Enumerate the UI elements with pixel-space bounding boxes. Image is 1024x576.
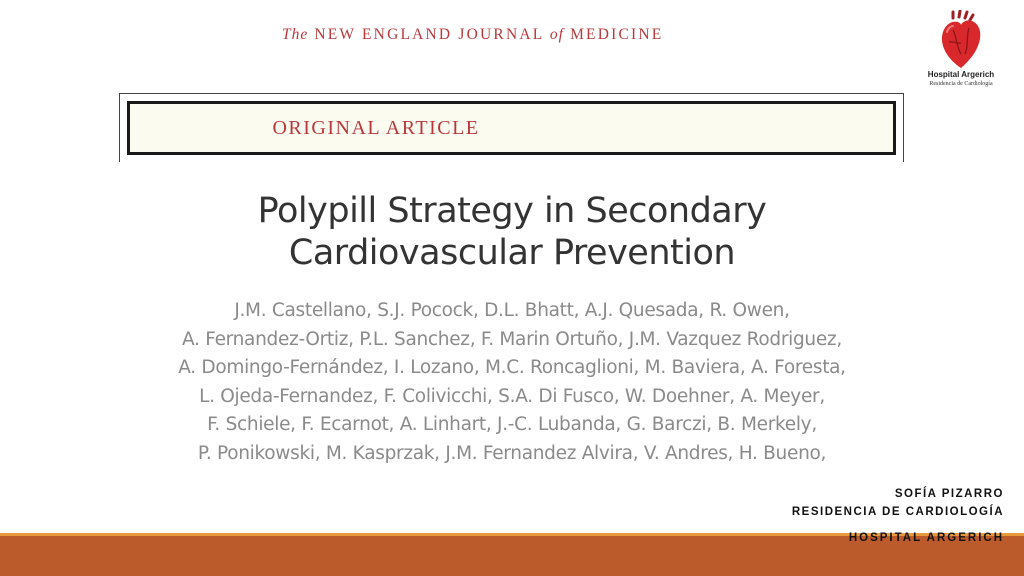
title-line-1: Polypill Strategy in Secondary	[257, 191, 767, 231]
author-line: A. Fernandez-Ortiz, P.L. Sanchez, F. Marin Ortuño, J.M. Vazquez Rodriguez,	[182, 328, 842, 350]
title-line-2: Cardiovascular Prevention	[288, 233, 736, 273]
journal-of: of	[549, 26, 564, 43]
hospital-logo	[918, 10, 1004, 94]
author-line: J.M. Castellano, S.J. Pocock, D.L. Bhatt, A.J. Quesada, R. Owen,	[234, 300, 790, 321]
heart-icon	[939, 10, 983, 70]
journal-name-part2: MEDICINE	[570, 26, 664, 43]
presenter-info	[792, 485, 1004, 521]
presenter-role: RESIDENCIA DE CARDIOLOGÍA	[791, 506, 1004, 518]
author-line: P. Ponikowski, M. Kasprzak, J.M. Fernandez Alvira, V. Andres, H. Bueno,	[197, 442, 827, 464]
author-line: L. Ojeda-Fernandez, F. Colivicchi, S.A. Di Fusco, W. Doehner, A. Meyer,	[199, 385, 825, 407]
author-line: A. Domingo-Fernández, I. Lozano, M.C. Roncaglioni, M. Baviera, A. Foresta,	[178, 357, 846, 378]
article-title	[170, 190, 854, 274]
author-line: F. Schiele, F. Ecarnot, A. Linhart, J.-C. Lubanda, G. Barczi, B. Merkely,	[207, 414, 817, 435]
journal-name-part1: NEW ENGLAND JOURNAL	[314, 26, 544, 43]
presenter-hospital: HOSPITAL ARGERICH	[848, 532, 1004, 544]
article-type-label: ORIGINAL ARTICLE	[272, 117, 480, 139]
article-type-box	[127, 101, 896, 155]
journal-masthead	[282, 26, 742, 44]
author-list	[100, 297, 924, 468]
logo-hospital-name: Hospital Argerich	[927, 70, 995, 79]
journal-prefix: The	[282, 26, 309, 43]
logo-subtitle: Residencia de Cardiología	[929, 81, 993, 87]
presenter-name: SOFÍA PIZARRO	[894, 488, 1004, 500]
